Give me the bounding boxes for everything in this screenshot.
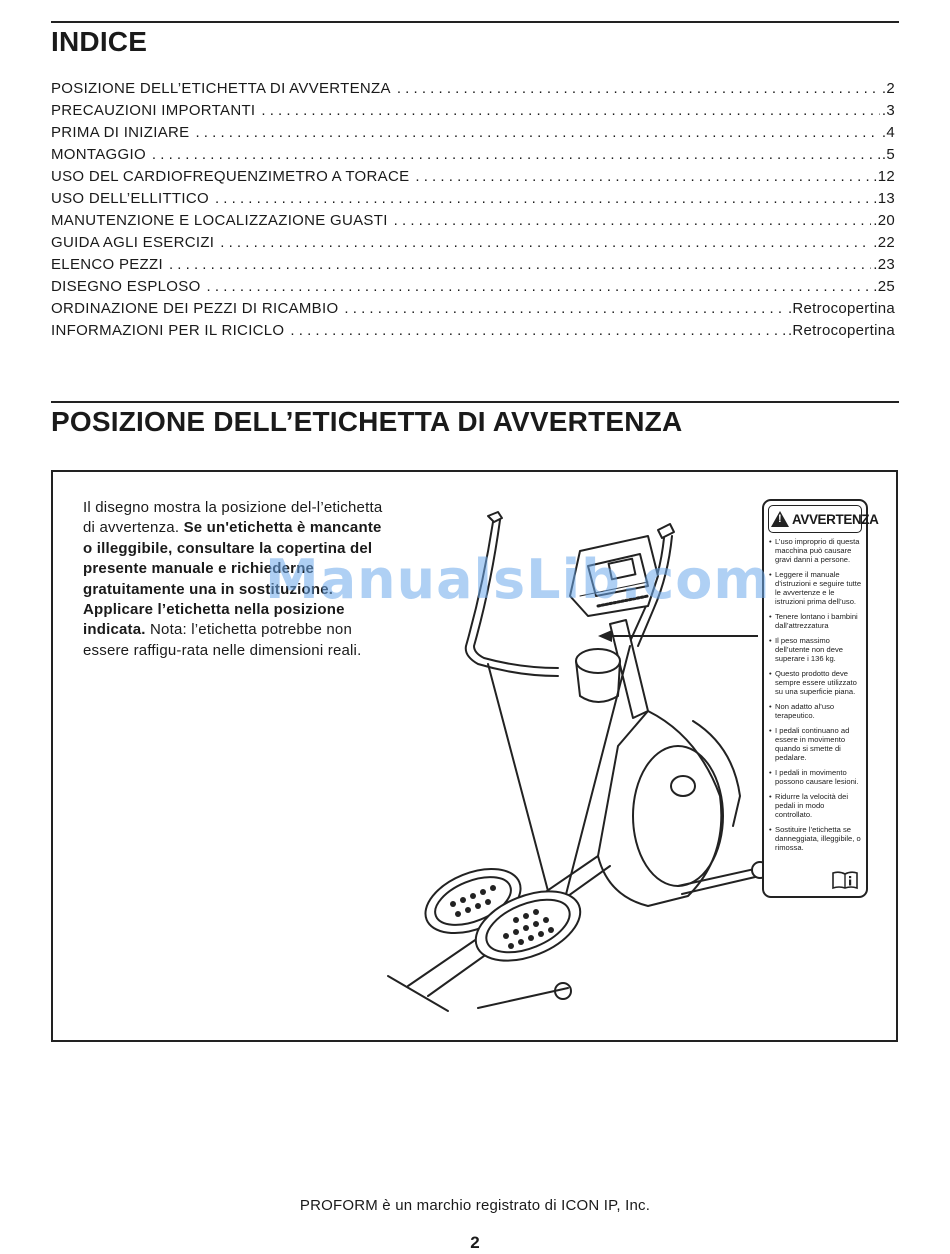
toc-entry-label: GUIDA AGLI ESERCIZI <box>51 234 215 251</box>
elliptical-trainer-illustration <box>348 496 768 1021</box>
toc-leader-dots <box>169 256 871 273</box>
warning-label-item: • Ridurre la velocità dei pedali in modo controllato. <box>769 792 862 819</box>
toc-entry-page: .Retrocopertina <box>787 322 895 339</box>
toc-entry-page: .4 <box>881 124 895 141</box>
warning-label-item: • Il peso massimo dell’utente non deve superare i 136 kg. <box>769 636 862 663</box>
trademark-note: PROFORM è un marchio registrato di ICON IP, Inc. <box>299 1197 651 1214</box>
section-rule <box>51 401 899 403</box>
toc-entry-page: .3 <box>881 102 895 119</box>
warning-triangle-icon <box>771 511 789 527</box>
toc-entry <box>51 102 895 124</box>
toc-leader-dots <box>394 212 872 229</box>
toc-entry <box>51 146 895 168</box>
toc-title: INDICE <box>51 26 148 57</box>
toc-entry <box>51 124 895 146</box>
toc-entry-label: USO DEL CARDIOFREQUENZIMETRO A TORACE <box>51 168 410 185</box>
toc-entry-label: ORDINAZIONE DEI PEZZI DI RICAMBIO <box>51 300 339 317</box>
table-of-contents <box>51 80 895 344</box>
toc-entry-page: .20 <box>873 212 895 229</box>
toc-leader-dots <box>290 322 786 339</box>
toc-leader-dots <box>207 278 872 295</box>
toc-entry-label: PRIMA DI INIZIARE <box>51 124 190 141</box>
toc-leader-dots <box>415 168 871 185</box>
warning-label-title: AVVERTENZA <box>792 511 879 527</box>
toc-entry-page: .25 <box>873 278 895 295</box>
toc-entry-page: .2 <box>881 80 895 97</box>
warning-label-item: • I pedali in movimento possono causare lesioni. <box>769 768 862 786</box>
watermark: ManualsLib.com <box>265 548 771 611</box>
top-rule <box>51 21 899 23</box>
toc-entry <box>51 322 895 344</box>
toc-entry <box>51 234 895 256</box>
toc-entry-label: ELENCO PEZZI <box>51 256 163 273</box>
toc-entry <box>51 300 895 322</box>
warning-label <box>762 499 879 898</box>
toc-leader-dots <box>220 234 871 251</box>
manual-book-icon <box>831 870 859 890</box>
toc-leader-dots <box>344 300 786 317</box>
toc-leader-dots <box>215 190 871 207</box>
toc-leader-dots <box>152 146 880 163</box>
toc-entry-page: .22 <box>873 234 895 251</box>
toc-entry-page: .23 <box>873 256 895 273</box>
page-number: 2 <box>470 1233 480 1252</box>
toc-entry <box>51 168 895 190</box>
toc-entry <box>51 278 895 300</box>
toc-entry-label: MANUTENZIONE E LOCALIZZAZIONE GUASTI <box>51 212 388 229</box>
toc-entry-page: .Retrocopertina <box>787 300 895 317</box>
toc-entry-label: POSIZIONE DELL’ETICHETTA DI AVVERTENZA <box>51 80 391 97</box>
warning-label-item: • Sostituire l’etichetta se danneggiata, illeggibile, o rimossa. <box>769 825 862 852</box>
toc-entry-page: .12 <box>873 168 895 185</box>
toc-entry <box>51 80 895 102</box>
toc-entry <box>51 212 895 234</box>
warning-label-item: • Leggere il manuale d’istruzioni e seguire tutte le avvertenze e le istruzioni prima dell’uso. <box>769 570 862 606</box>
warning-label-item: • Questo prodotto deve sempre essere utilizzato su una superficie piana. <box>769 669 862 696</box>
toc-leader-dots <box>397 80 880 97</box>
toc-entry-page: .5 <box>881 146 895 163</box>
instructions-bold: Se un'etichetta è mancante o illeggibile, consultare la copertina del presente manuale e richiederne gratuitamente una in sostituzione. Applicare l’etichetta nella posizione indicata. <box>83 519 382 639</box>
toc-entry-label: USO DELL’ELLITTICO <box>51 190 209 207</box>
toc-leader-dots <box>261 102 879 119</box>
toc-entry <box>51 190 895 212</box>
warning-section-title: POSIZIONE DELL’ETICHETTA DI AVVERTENZA <box>51 406 683 437</box>
warning-label-heading <box>768 505 879 533</box>
warning-label-item: • Non adatto al’uso terapeutico. <box>769 702 862 720</box>
toc-entry-page: .13 <box>873 190 895 207</box>
toc-entry-label: MONTAGGIO <box>51 146 146 163</box>
warning-label-figure-box <box>51 470 898 1042</box>
instructions-intro: Il disegno mostra la posizione del-l’etichetta di avvertenza. <box>83 499 383 537</box>
warning-label-item: • I pedali continuano ad essere in movimento quando si smette di pedalare. <box>769 726 862 762</box>
warning-label-item: • L’uso improprio di questa macchina può causare gravi danni a persone. <box>769 537 862 564</box>
toc-entry-label: INFORMAZIONI PER IL RICICLO <box>51 322 285 339</box>
toc-entry-label: PRECAUZIONI IMPORTANTI <box>51 102 256 119</box>
warning-label-instructions <box>83 498 393 661</box>
warning-label-item: • Tenere lontano i bambini dall’attrezzatura <box>769 612 862 630</box>
toc-entry-label: DISEGNO ESPLOSO <box>51 278 201 295</box>
instructions-note: Nota: l’etichetta potrebbe non essere raffigu-rata nelle dimensioni reali. <box>83 621 362 659</box>
toc-entry <box>51 256 895 278</box>
warning-label-items <box>769 537 862 852</box>
toc-leader-dots <box>195 124 879 141</box>
